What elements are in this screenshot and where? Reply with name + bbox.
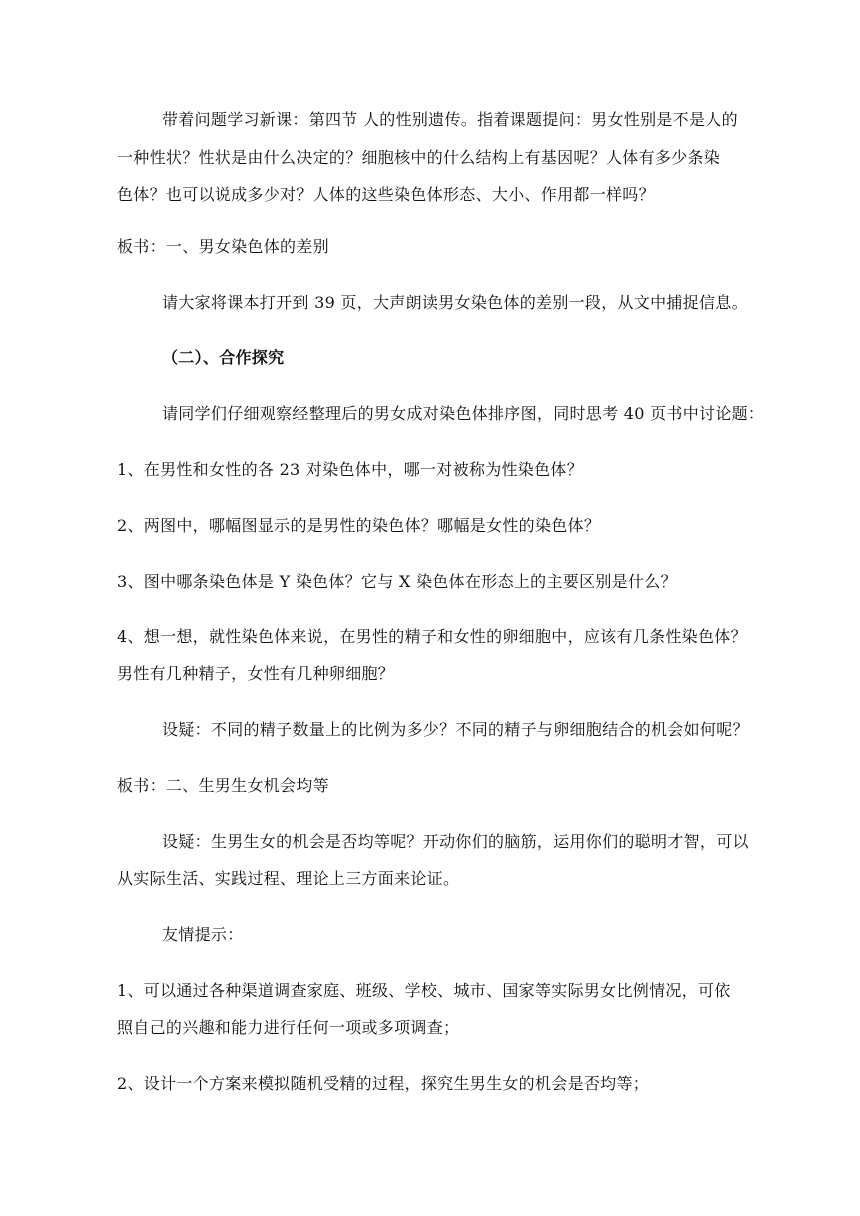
intro-line-3: 色体？也可以说成多少对？人体的这些染色体形态、大小、作用都一样吗？ <box>117 185 655 204</box>
board-note-heading-1: 板书：一、男女染色体的差别 <box>117 237 329 256</box>
question-2: 2、两图中，哪幅图显示的是男性的染色体？哪幅是女性的染色体？ <box>117 516 601 535</box>
question-1: 1、在男性和女性的各 23 对染色体中，哪一对被称为性染色体？ <box>117 460 584 479</box>
reading-instruction: 请大家将课本打开到 39 页，大声朗读男女染色体的差别一段，从文中捕捉信息。 <box>162 293 748 312</box>
question-4-line-2: 男性有几种精子，女性有几种卵细胞？ <box>117 664 395 683</box>
tip-1-line-2: 照自己的兴趣和能力进行任何一项或多项调查； <box>117 1018 460 1037</box>
friendly-tips-heading: 友情提示： <box>162 925 244 944</box>
doubt-prompt-2-line-1: 设疑：生男生女的机会是否均等呢？开动你们的脑筋，运用你们的聪明才智，可以 <box>162 832 749 851</box>
intro-line-2: 一种性状？性状是由什么决定的？细胞核中的什么结构上有基因呢？人体有多少条染 <box>117 148 721 167</box>
board-note-heading-2: 板书：二、生男生女机会均等 <box>117 776 329 795</box>
observation-instruction: 请同学们仔细观察经整理后的男女成对染色体排序图，同时思考 40 页书中讨论题： <box>162 404 765 423</box>
question-4-line-1: 4、想一想，就性染色体来说，在男性的精子和女性的卵细胞中，应该有几条性染色体？ <box>117 627 747 646</box>
section-heading-cooperative: （二）、合作探究 <box>162 348 285 367</box>
tip-1-line-1: 1、可以通过各种渠道调查家庭、班级、学校、城市、国家等实际男女比例情况，可依 <box>117 981 731 1000</box>
doubt-prompt-1: 设疑：不同的精子数量上的比例为多少？不同的精子与卵细胞结合的机会如何呢？ <box>162 720 749 739</box>
doubt-prompt-2-line-2: 从实际生活、实践过程、理论上三方面来论证。 <box>117 869 460 888</box>
tip-2: 2、设计一个方案来模拟随机受精的过程，探究生男生女的机会是否均等； <box>117 1074 650 1093</box>
intro-line-1: 带着问题学习新课：第四节 人的性别遗传。指着课题提问：男女性别是不是人的 <box>162 110 738 129</box>
question-3: 3、图中哪条染色体是 Y 染色体？它与 X 染色体在形态上的主要区别是什么？ <box>117 572 677 591</box>
